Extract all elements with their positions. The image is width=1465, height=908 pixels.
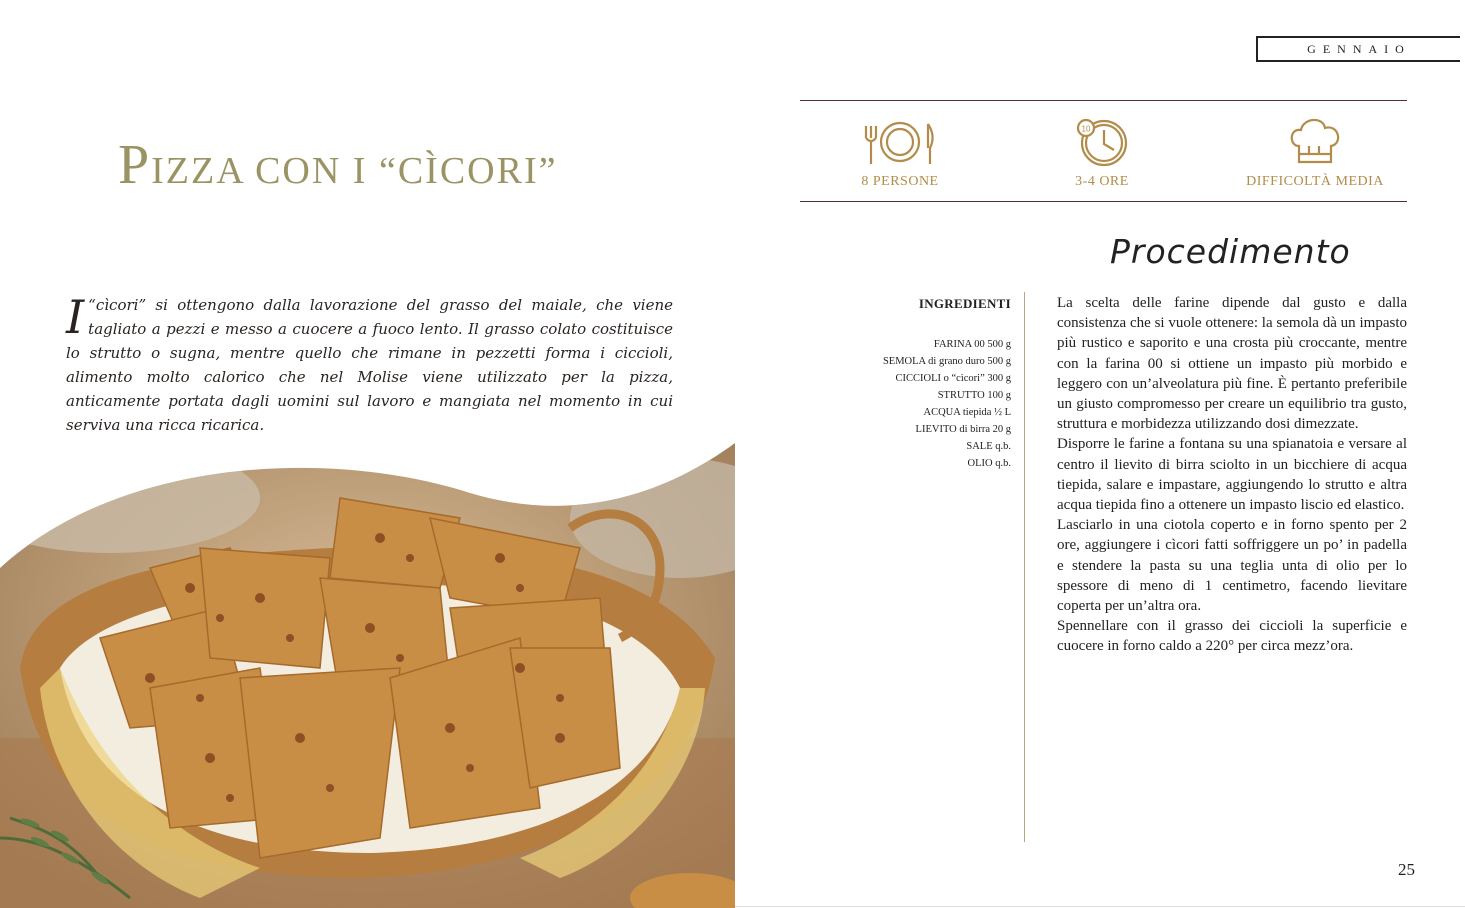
stats-top-rule: [800, 100, 1407, 101]
time-label: 3-4 ORE: [1075, 174, 1129, 189]
procedure-title: Procedimento: [1110, 232, 1351, 271]
ingredient-item: CICCIOLI o “cìcori” 300 g: [895, 373, 1011, 384]
chef-hat-icon: [1285, 116, 1345, 168]
ingredient-item: ACQUA tiepida ½ L: [923, 407, 1011, 418]
ingredient-item: LIEVITO di birra 20 g: [915, 424, 1011, 435]
procedure-paragraph: La scelta delle farine dipende dal gusto e dalla consistenza che si vuole ottenere: la semola dà un impasto più rustico e saporito e una crosta più croccante, mentre con la farina 00 si ottiene un impasto più morbido e leggero con un’alveolatura più fine. È pertanto preferibile un giusto compromesso per creare un equilibrio tra gusto, struttura e morbidezza utilizzando dosi dimezzate.: [1057, 295, 1407, 433]
difficulty-label: DIFFICOLTÀ MEDIA: [1246, 174, 1384, 189]
intro-text: “cìcori” si ottengono dalla lavorazione del grasso del maiale, che viene tagliato a pezzi e messo a cuocere a fuoco lento. Il grasso colato costituisce lo strutto o sugna, mentre quello che rimane in pezzetti forma i ciccioli, alimento molto calorico che nel Molise viene utilizzato per la pizza, anticamente portata dagli uomini sul lavoro e mangiata nel momento in cui serviva una ricca ricarica.: [66, 296, 673, 434]
intro-paragraph: [66, 290, 673, 437]
column-divider: [1024, 292, 1025, 842]
drop-cap: I: [66, 290, 85, 344]
servings-label: 8 PERSONE: [861, 174, 939, 189]
plate-cutlery-icon: [860, 116, 940, 168]
procedure-text: [1057, 293, 1407, 657]
servings-stat: [800, 116, 1000, 190]
ingredient-item: FARINA 00 500 g: [933, 339, 1011, 350]
ingredients-heading: INGREDIENTI: [918, 296, 1011, 311]
difficulty-stat: [1215, 116, 1415, 190]
title-rest: IZZA CON I “CÌCORI”: [151, 150, 558, 192]
month-label: GENNAIO: [1307, 41, 1411, 56]
ingredient-item: STRUTTO 100 g: [937, 390, 1011, 401]
procedure-paragraph: Lasciarlo in una ciotola coperto e in forno spento per 2 ore, aggiungere i cìcori fatti soffriggere un po’ in padella e stendere la pasta su una teglia unta di olio per lo spessore di meno di 1 centimetro, facendo lievitare coperta per un’altra ora.: [1057, 517, 1407, 615]
ingredient-item: SALE q.b.: [966, 441, 1011, 452]
svg-text:10: 10: [1081, 124, 1091, 134]
pizza-basket-photo: [0, 438, 735, 908]
time-stat: [1002, 116, 1202, 190]
ingredient-item: SEMOLA di grano duro 500 g: [882, 356, 1011, 367]
procedure-paragraph: Disporre le farine a fontana su una spianatoia e versare al centro il lievito di birra sciolto in un bicchiere di acqua tiepida, salare e impastare, aggiungendo lo strutto e altra acqua tiepida fino a ottenere un impasto liscio ed elastico.: [1057, 436, 1407, 514]
page-number: 25: [1398, 860, 1415, 879]
clock-icon: [1072, 116, 1132, 168]
month-tab: [1256, 36, 1460, 62]
ingredient-item: OLIO q.b.: [967, 458, 1011, 469]
recipe-title: [118, 133, 558, 197]
bottom-edge: [735, 906, 1465, 907]
title-initial: P: [118, 134, 152, 196]
stats-bottom-rule: [800, 201, 1407, 202]
procedure-paragraph: Spennellare con il grasso dei ciccioli la superficie e cuocere in forno caldo a 220° per circa mezz’ora.: [1057, 618, 1407, 655]
ingredients-list: [840, 336, 1011, 472]
